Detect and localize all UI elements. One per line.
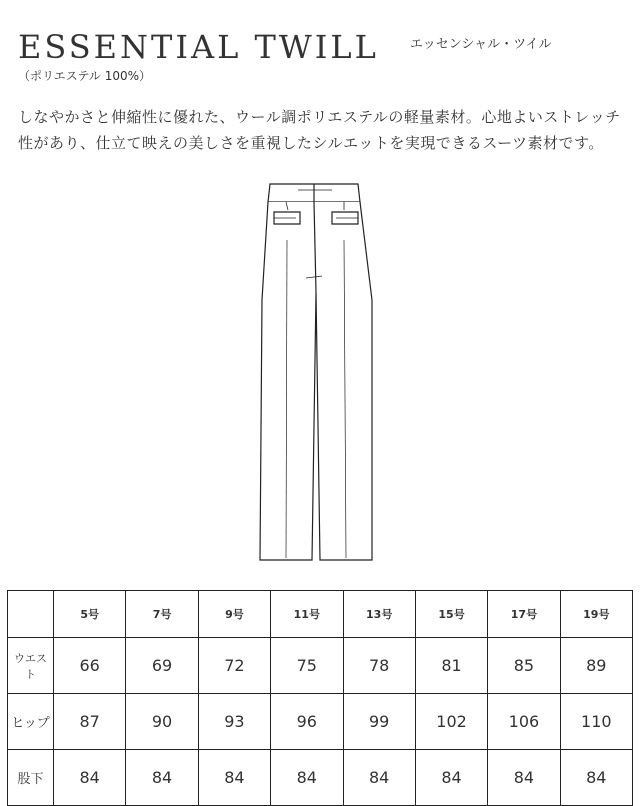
size-header-7: 7号 — [126, 591, 198, 638]
title-katakana: エッセンシャル・ツイル — [410, 37, 552, 52]
table-cell: 66 — [54, 638, 126, 694]
table-row-inseam — [8, 750, 633, 806]
table-cell: 84 — [415, 750, 487, 806]
table-cell: 72 — [198, 638, 270, 694]
table-cell: 90 — [126, 694, 198, 750]
size-header-9: 9号 — [198, 591, 270, 638]
table-cell: 69 — [126, 638, 198, 694]
table-cell: 84 — [126, 750, 198, 806]
table-cell: 81 — [415, 638, 487, 694]
trousers-back-view-icon — [240, 180, 400, 570]
size-header-19: 19号 — [560, 591, 632, 638]
table-cell: 93 — [198, 694, 270, 750]
table-cell: 99 — [343, 694, 415, 750]
table-cell: 96 — [271, 694, 343, 750]
size-header-13: 13号 — [343, 591, 415, 638]
size-header-5: 5号 — [54, 591, 126, 638]
fabric-description: しなやかさと伸縮性に優れた、ウール調ポリエステルの軽量素材。心地よいストレッチ性があり、仕立て映えの美しさを重視したシルエットを実現できるスーツ素材です。 — [18, 108, 621, 152]
row-label-inseam: 股下 — [8, 750, 54, 806]
table-row-hip — [8, 694, 633, 750]
size-header-15: 15号 — [415, 591, 487, 638]
table-cell: 84 — [198, 750, 270, 806]
row-label-hip: ヒップ — [8, 694, 54, 750]
table-row-waist — [8, 638, 633, 694]
table-cell: 84 — [343, 750, 415, 806]
table-cell: 84 — [271, 750, 343, 806]
size-table — [7, 590, 633, 806]
size-header-11: 11号 — [271, 591, 343, 638]
table-cell: 102 — [415, 694, 487, 750]
table-corner-cell — [8, 591, 54, 638]
table-cell: 110 — [560, 694, 632, 750]
table-cell: 106 — [488, 694, 560, 750]
material-composition: （ポリエステル 100%） — [18, 69, 152, 83]
size-header-17: 17号 — [488, 591, 560, 638]
table-cell: 84 — [488, 750, 560, 806]
size-header-row — [8, 591, 633, 638]
table-cell: 85 — [488, 638, 560, 694]
table-cell: 78 — [343, 638, 415, 694]
table-cell: 75 — [271, 638, 343, 694]
table-cell: 87 — [54, 694, 126, 750]
table-cell: 84 — [54, 750, 126, 806]
table-cell: 84 — [560, 750, 632, 806]
page-title: ESSENTIAL TWILL — [18, 28, 379, 66]
table-cell: 89 — [560, 638, 632, 694]
row-label-waist: ウエスト — [8, 638, 54, 694]
